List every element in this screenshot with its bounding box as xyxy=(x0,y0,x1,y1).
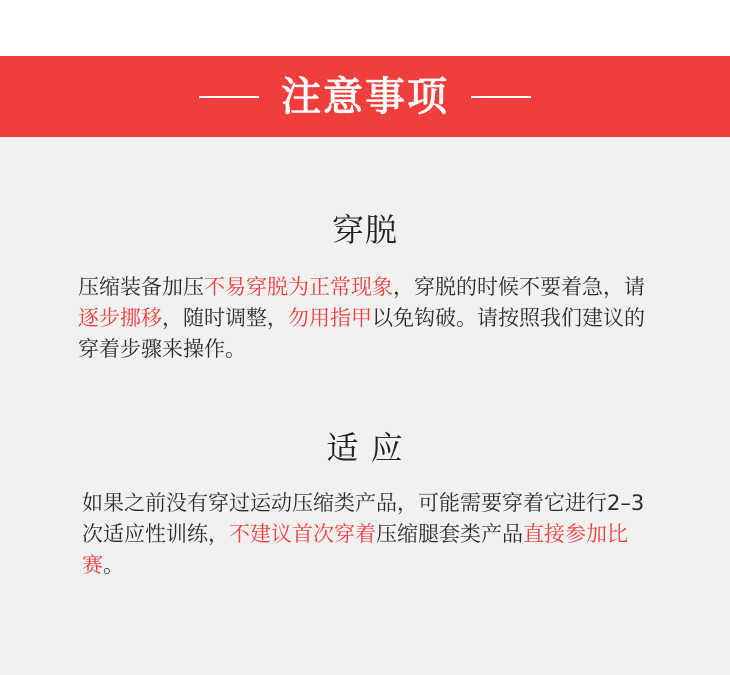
highlight-segment: 不易穿脱为正常现象 xyxy=(204,275,393,299)
text-segment: 。 xyxy=(103,553,124,577)
header-right-rule xyxy=(471,96,531,98)
header-banner xyxy=(0,56,730,137)
text-segment: 压缩装备加压 xyxy=(78,275,204,299)
header-left-rule xyxy=(199,96,259,98)
highlight-segment: 不建议首次穿着 xyxy=(229,522,376,546)
highlight-segment: 勿用指甲 xyxy=(288,306,372,330)
section-body-wearing xyxy=(78,272,658,365)
text-segment: ，穿脱的时候不要着急，请 xyxy=(393,275,645,299)
highlight-segment: 直接参加比赛 xyxy=(82,522,628,577)
section-title-adaptation: 适 应 xyxy=(326,429,404,467)
top-spacer xyxy=(0,0,730,56)
highlight-segment: 逐步挪移 xyxy=(78,306,162,330)
text-segment: ，随时调整， xyxy=(162,306,288,330)
text-segment: 以免钩破。请按照我们建议的穿着步骤来操作。 xyxy=(78,306,645,361)
text-segment: 如果之前没有穿过运动压缩类产品，可能需要穿着它进行2–3次适应性训练， xyxy=(82,491,645,546)
section-title-wearing: 穿脱 xyxy=(331,211,398,249)
section-body-adaptation xyxy=(82,488,657,581)
page-title: 注意事项 xyxy=(281,73,449,120)
text-segment: 压缩腿套类产品 xyxy=(376,522,523,546)
